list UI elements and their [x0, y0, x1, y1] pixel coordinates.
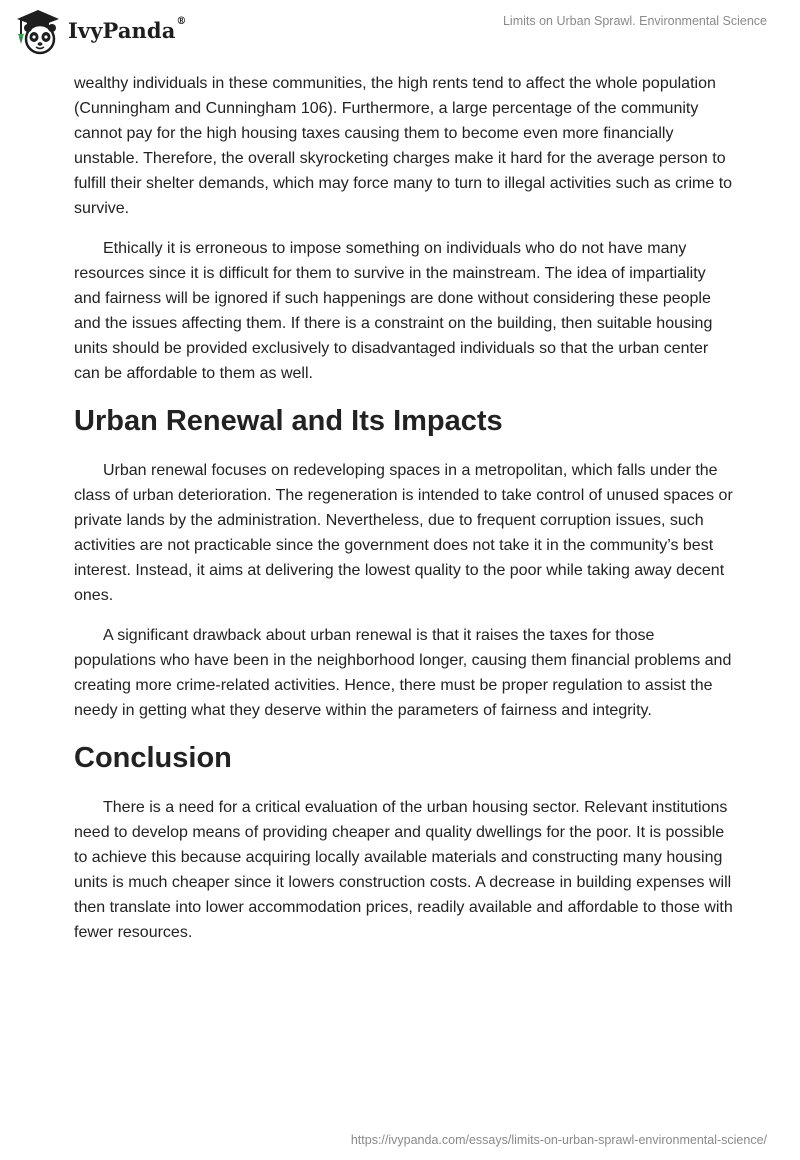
logo-wordmark: IvyPanda®: [68, 15, 187, 43]
body-paragraph: Urban renewal focuses on redeveloping spaces in a metropolitan, which falls under the class of urban deterioration. The regeneration is intended to take control of unused spaces or private lands by the administration. Nevertheless, due to frequent corruption issues, such activities are not practicable since the government does not take it in the community’s best interest. Instead, it aims at delivering the lowest quality to the poor while taking away decent ones.: [74, 462, 733, 604]
panda-graduate-icon: [14, 8, 62, 56]
source-url[interactable]: https://ivypanda.com/essays/limits-on-urban-sprawl-environmental-science/: [350, 1133, 767, 1147]
body-paragraph: There is a need for a critical evaluation of the urban housing sector. Relevant institutions need to develop means of providing cheaper and quality dwellings for the poor. It is possible to achieve this because acquiring locally available materials and constructing many housing units is much cheaper since it lowers construction costs. A decrease in building expenses will then translate into lower accommodation prices, readily available and affordable to those with fewer resources.: [74, 799, 733, 941]
body-paragraph: wealthy individuals in these communities, the high rents tend to affect the whole population (Cunningham and Cunningham 106). Furthermore, a large percentage of the community cannot pay for the high housing taxes causing them to become even more financially unstable. Therefore, the overall skyrocketing charges make it hard for the average person to fulfill their shelter demands, which may force many to turn to illegal activities such as crime to survive.: [74, 75, 733, 217]
document-title: Limits on Urban Sprawl. Environmental Science: [502, 14, 767, 28]
body-paragraph: A significant drawback about urban renewal is that it raises the taxes for those populations who have been in the neighborhood longer, causing them financial problems and creating more crime-related activities. Hence, there must be proper regulation to assist the needy in getting what they deserve within the parameters of fairness and integrity.: [74, 627, 732, 719]
ivypanda-logo[interactable]: [14, 8, 187, 56]
body-paragraph: Ethically it is erroneous to impose something on individuals who do not have many resources since it is difficult for them to survive in the mainstream. The idea of impartiality and fairness will be ignored if such happenings are done without considering these people and the issues affecting them. If there is a constraint on the building, then suitable housing units should be provided exclusively to disadvantaged individuals so that the urban center can be affordable to them as well.: [74, 240, 713, 382]
page-header: [0, 0, 800, 64]
section-heading-conclusion: Conclusion: [74, 742, 232, 774]
section-heading-urban-renewal: Urban Renewal and Its Impacts: [74, 405, 503, 437]
essay-body: [74, 71, 734, 960]
